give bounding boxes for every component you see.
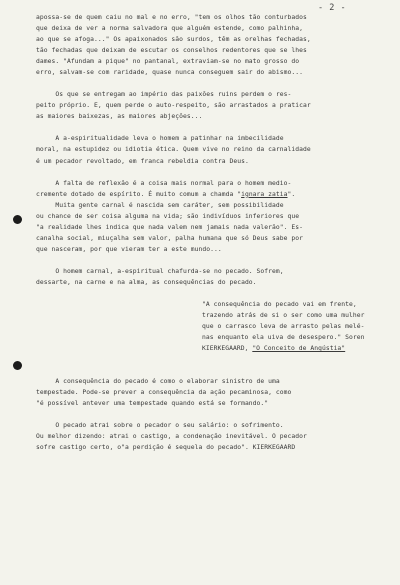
text-line: "a realidade lhes indica que nada valem nem jamais nada valerão". Es-	[36, 223, 303, 231]
paragraph-3	[36, 133, 392, 166]
text-line: A consequência do pecado é como o elaborar sinistro de uma	[36, 378, 280, 386]
underlined-term: ignara zatia	[241, 190, 288, 198]
paragraph-2	[36, 89, 392, 122]
text-line: apossa-se de quem caiu no mal e no erro, "tem os olhos tão conturbados	[36, 14, 307, 21]
text-line: moral, na estupidez ou idiotia ética. Quem vive no reino da carnalidade	[36, 146, 311, 154]
body-text	[36, 12, 392, 454]
text-line: ao que se afoga..." Os apaixonados são surdos, têm as orelhas fechadas,	[36, 36, 311, 44]
text-line: O homem carnal, a-espiritual chafurda-se no pecado. Sofrem,	[36, 267, 284, 275]
text-line: O pecado atrai sobre o pecador o seu salário: o sofrimento.	[36, 422, 284, 430]
text-line: sofre castigo certo, o"a perdição é sequela do pecado". KIERKEGAARD	[36, 444, 296, 452]
paragraph-6	[36, 376, 392, 409]
paragraph-4	[36, 178, 392, 255]
quote-line: nas enquanto ela uiva de desespero." Soren	[202, 334, 365, 342]
text-line: canalha social, miuçalha sem valor, palha humana que só Deus sabe por	[36, 234, 303, 242]
text-fragment: cremente dotado de espírito. É muito comum a chamda "	[36, 190, 242, 198]
quote-line: trazendo atrás de si o ser como uma mulher	[202, 312, 365, 320]
quote-work-title: "O Conceito de Angústia"	[252, 345, 346, 353]
quote-attribution	[202, 343, 400, 354]
text-line: Ou melhor dizendo: atrai o castigo, a condenação inevitável. O pecador	[36, 433, 307, 441]
text-line: as maiores baixezas, as maiores abjeções...	[36, 113, 203, 121]
text-line: A falta de reflexão é a coisa mais normal para o homem medio-	[36, 179, 292, 187]
text-line: dessarte, na carne e na alma, as consequências do pecado.	[36, 278, 257, 286]
text-line: que deixa de ver a norma salvadora que alguém estende, como palhinha,	[36, 25, 303, 33]
page-number: - 2 -	[318, 3, 347, 13]
paragraph-5	[36, 266, 392, 288]
text-line: tão fechadas que deixam de escutar os conselhos redentores que se lhes	[36, 47, 307, 55]
block-quote	[202, 299, 400, 354]
punch-hole-bottom	[13, 361, 22, 370]
quote-author: KIERKEGAARD,	[202, 345, 253, 353]
text-line: dames. "Afundam a pique" no pantanal, extraviam-se no mato grosso do	[36, 58, 300, 66]
text-line: que nasceram, por que vieram ter a este mundo...	[36, 245, 222, 253]
text-line: é um pecador revoltado, em franca rebeldia contra Deus.	[36, 157, 249, 165]
punch-hole-top	[13, 215, 22, 224]
text-line	[36, 189, 392, 200]
text-fragment: ".	[287, 190, 296, 198]
text-line: ou chance de ser coisa alguma na vida; são indivíduos inferiores que	[36, 212, 300, 220]
text-line: tempestade. Pode-se prever a consequência da ação pecaminosa, como	[36, 389, 292, 397]
text-line: Muita gente carnal é nascida sem caráter, sem possibilidade	[36, 201, 284, 209]
paragraph-7	[36, 420, 392, 453]
text-line: A a-espiritualidade leva o homem a patinhar na imbecilidade	[36, 135, 284, 143]
text-line: Os que se entregam ao império das paixões ruins perdem o res-	[36, 91, 292, 99]
text-line: peito próprio. E, quem perde o auto-respeito, são arrastados a praticar	[36, 102, 311, 110]
quote-line: que o carrasco leva de arrasto pelas melé-	[202, 323, 365, 331]
quote-line: "A consequência do pecado vai em frente,	[202, 300, 357, 308]
text-line: erro, salvam-se com raridade, quase nunca conseguem sair do abismo...	[36, 69, 303, 77]
text-line: "é possível antever uma tempestade quando está se formando."	[36, 400, 269, 408]
paragraph-1	[36, 12, 392, 78]
